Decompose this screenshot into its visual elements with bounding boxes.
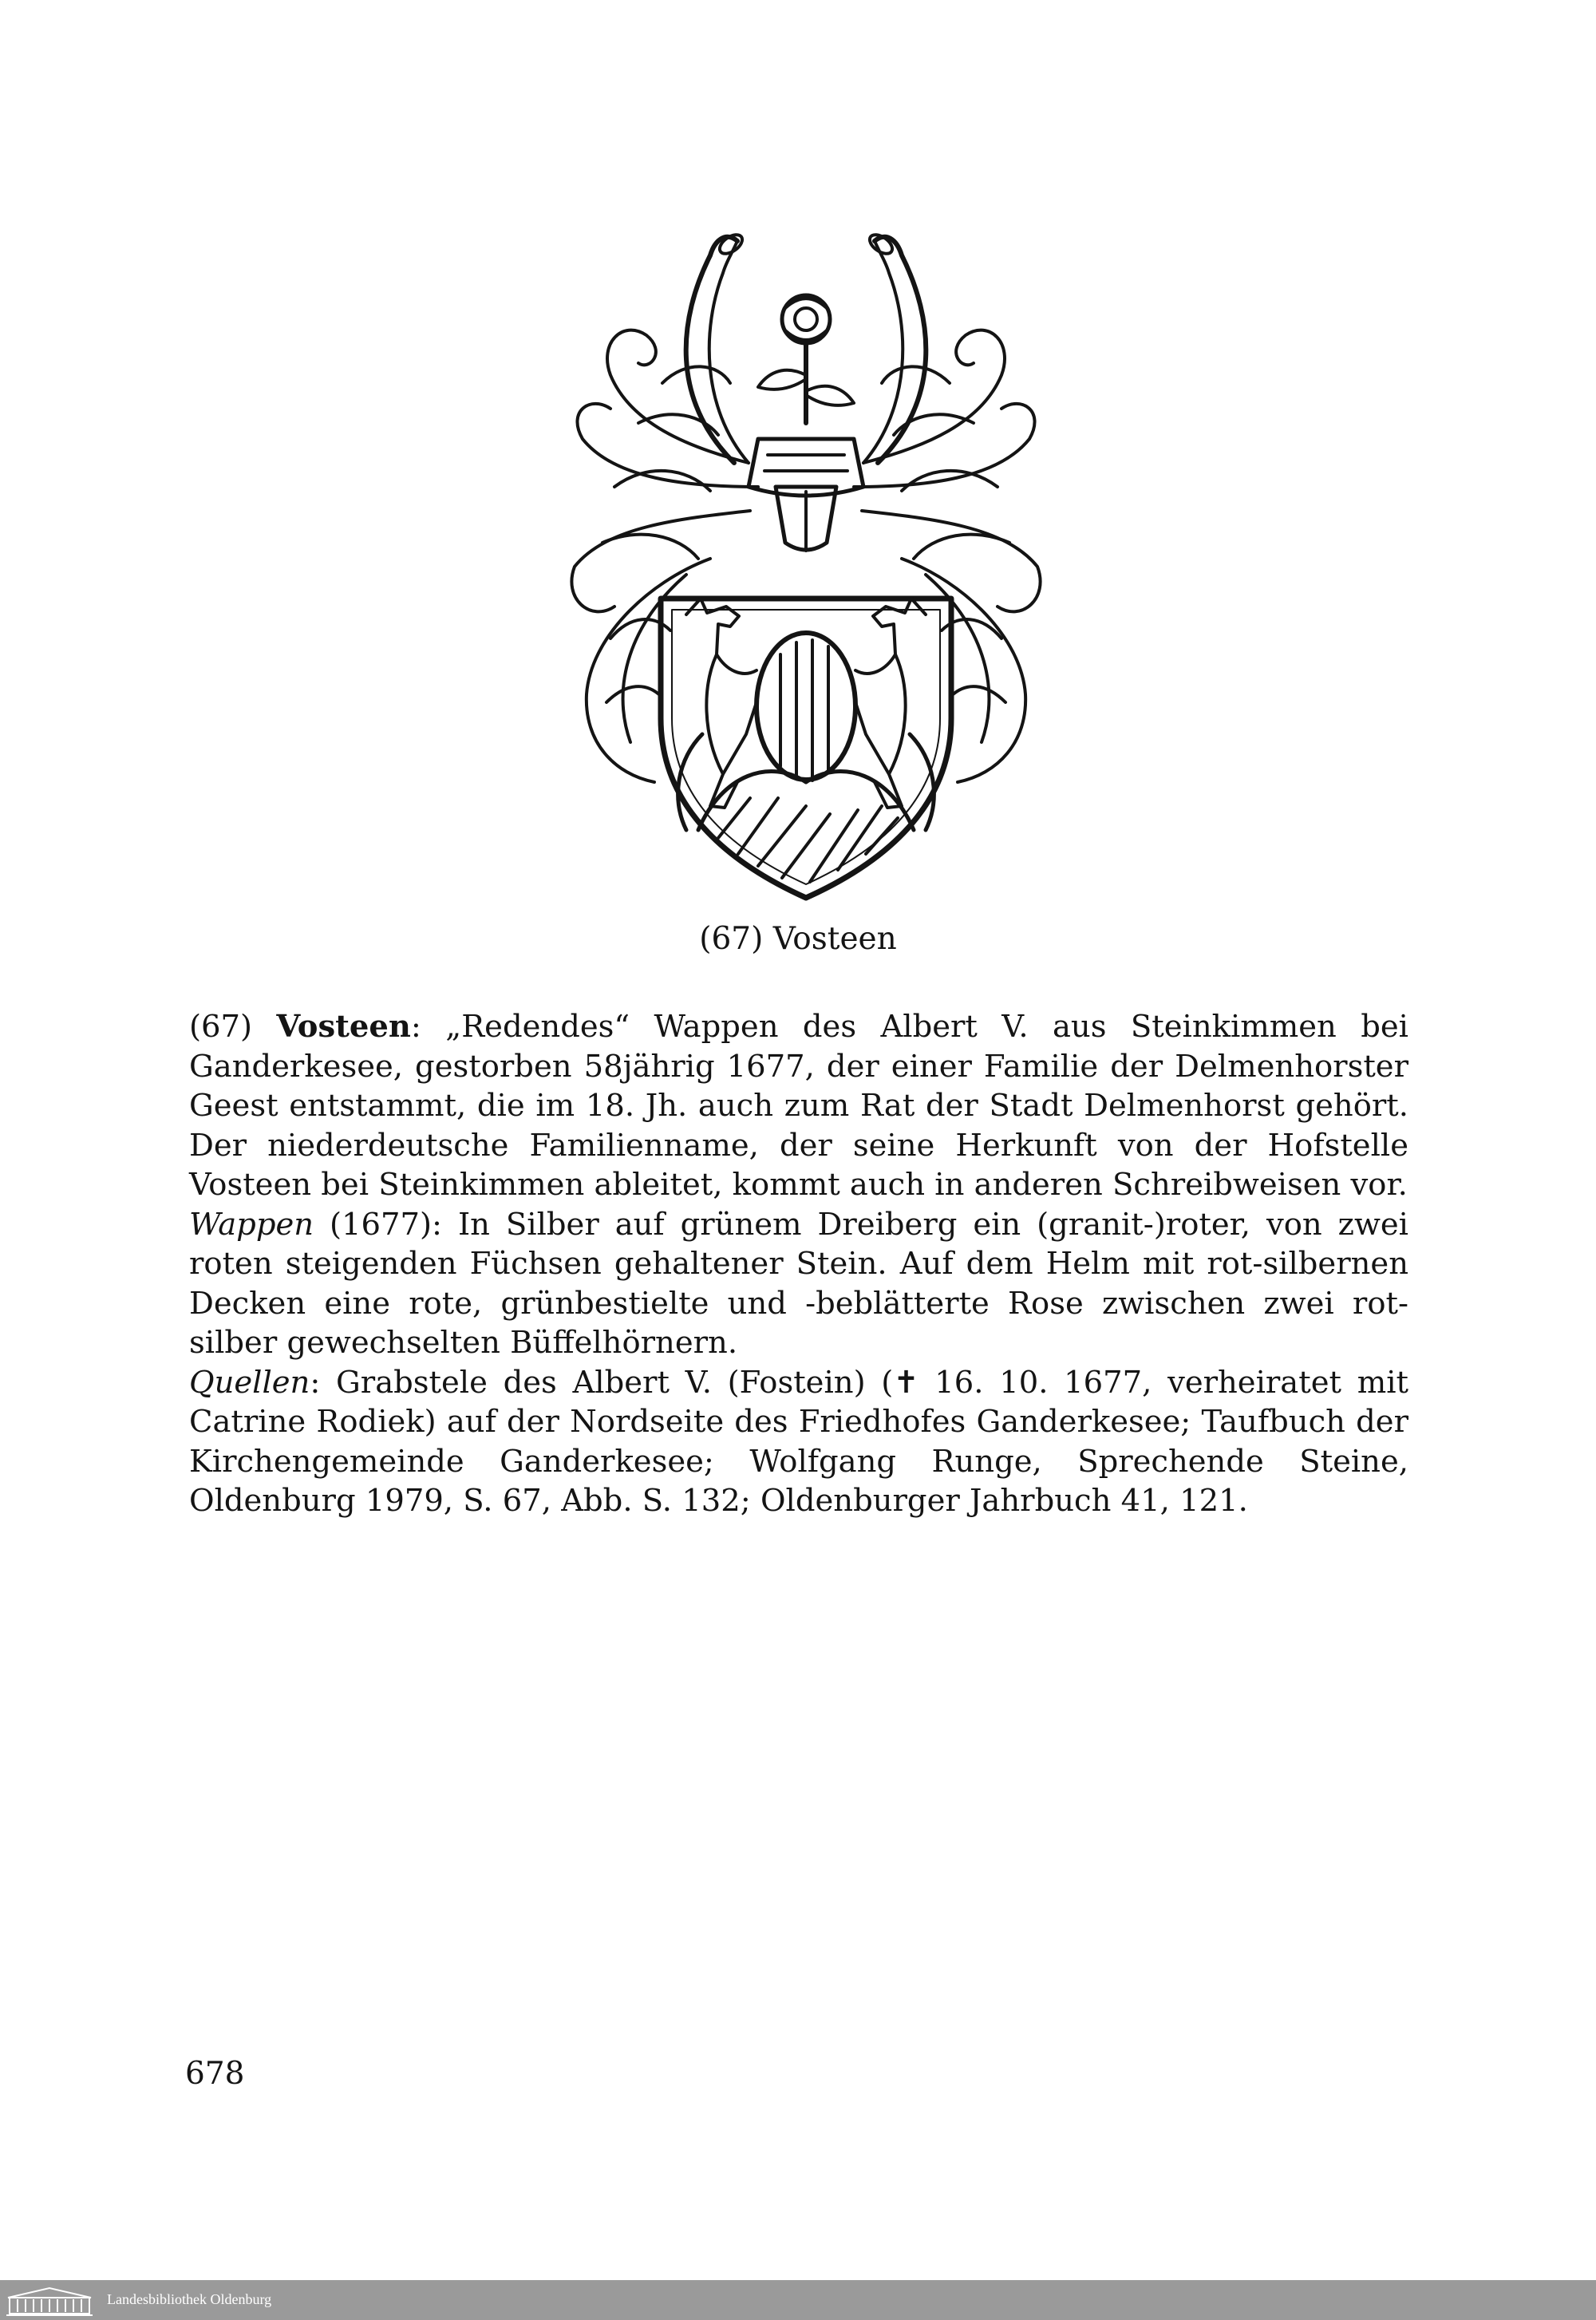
wappen-label: Wappen (189, 1206, 314, 1243)
entry-intro-paragraph (189, 1007, 1408, 1205)
footer-bar (0, 2280, 1596, 2320)
library-building-icon (5, 2285, 94, 2317)
wappen-paragraph (189, 1205, 1408, 1363)
quellen-paragraph (189, 1363, 1408, 1521)
entry-text (189, 1007, 1408, 1521)
footer-library-name: Landesbibliothek Oldenburg (107, 2291, 272, 2307)
wappen-text: (1677): In Silber auf grünem Dreiberg ein (granit-)roter, von zwei roten steigenden Füchsen gehaltener Stein. Auf dem Helm mit rot-silbernen Decken eine rote, grünbestielte und -beblätterte Rose zwischen zwei rot-silber gewechselten Büffelhörnern. (189, 1206, 1408, 1361)
page-number: 678 (185, 2056, 245, 2092)
quellen-text: : Grabstele des Albert V. (Fostein) (✝ 16. 10. 1677, verheiratet mit Catrine Rodiek) auf der Nordseite des Friedhofes Ganderkesee; Taufbuch der Kirchengemeinde Ganderkesee; Wolfgang Runge, Sprechende Steine, Oldenburg 1979, S. 67, Abb. S. 132; Oldenburger Jahrbuch 41, 121. (189, 1364, 1408, 1519)
quellen-label: Quellen (189, 1364, 310, 1401)
entry-number: (67) (189, 1009, 253, 1045)
coat-of-arms-image (567, 223, 1045, 910)
figure-caption: (67) Vosteen (699, 921, 897, 957)
entry-name: Vosteen (276, 1009, 411, 1045)
entry-intro: : „Redendes“ Wappen des Albert V. aus Steinkimmen bei Ganderkesee, gestorben 58jährig 1677, der einer Familie der Delmenhorster Geest entstammt, die im 18. Jh. auch zum Rat der Stadt Delmenhorst gehört. Der niederdeutsche Familienname, der seine Herkunft von der Hofstelle Vosteen bei Steinkimmen ableitet, kommt auch in anderen Schreibweisen vor. (189, 1009, 1408, 1203)
